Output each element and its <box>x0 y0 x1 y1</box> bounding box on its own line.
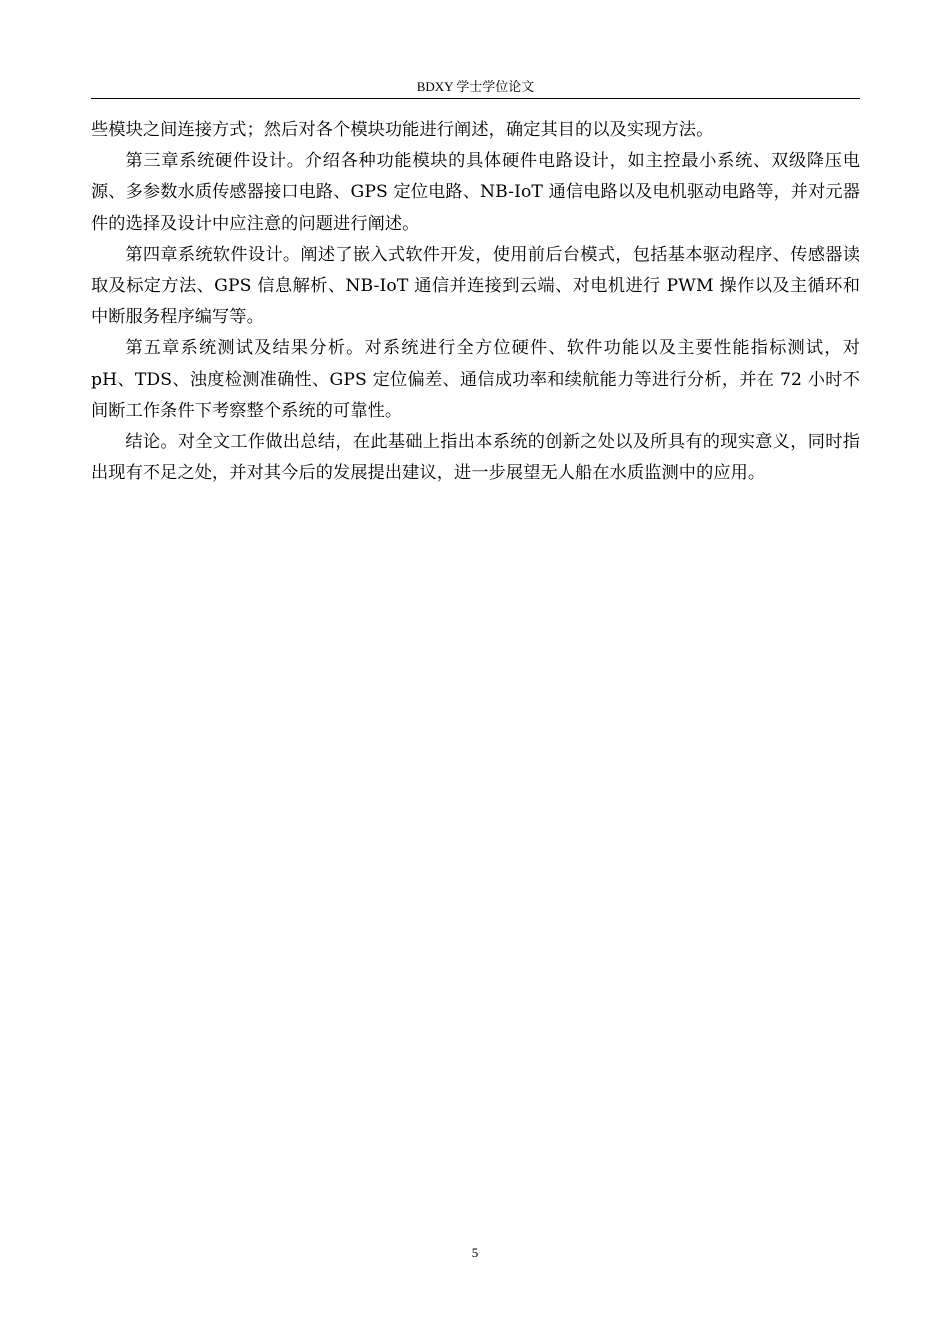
paragraph-continued: 些模块之间连接方式；然后对各个模块功能进行阐述，确定其目的以及实现方法。 <box>91 120 714 140</box>
paragraph-chapter-four: 第四章系统软件设计。阐述了嵌入式软件开发，使用前后台模式，包括基本驱动程序、传感器读取及标定方法、GPS 信息解析、NB-IoT 通信并连接到云端、对电机进行 PWM 操作以及主循环和中断服务程序编写等。 <box>91 244 860 328</box>
body-text <box>91 115 860 489</box>
paragraph-conclusion: 结论。对全文工作做出总结，在此基础上指出本系统的创新之处以及所具有的现实意义，同时指出现有不足之处，并对其今后的发展提出建议，进一步展望无人船在水质监测中的应用。 <box>91 432 860 484</box>
paragraph-chapter-three: 第三章系统硬件设计。介绍各种功能模块的具体硬件电路设计，如主控最小系统、双级降压电源、多参数水质传感器接口电路、GPS 定位电路、NB-IoT 通信电路以及电机驱动电路等，并对元器件的选择及设计中应注意的问题进行阐述。 <box>91 151 860 234</box>
paragraph-chapter-five: 第五章系统测试及结果分析。对系统进行全方位硬件、软件功能以及主要性能指标测试，对 pH、TDS、浊度检测准确性、GPS 定位偏差、通信成功率和续航能力等进行分析，并在 72 小时不间断工作条件下考察整个系统的可靠性。 <box>91 338 860 421</box>
header-rule <box>91 98 860 99</box>
page-header-title: BDXY 学士学位论文 <box>416 79 535 94</box>
page-number: 5 <box>471 1245 479 1260</box>
